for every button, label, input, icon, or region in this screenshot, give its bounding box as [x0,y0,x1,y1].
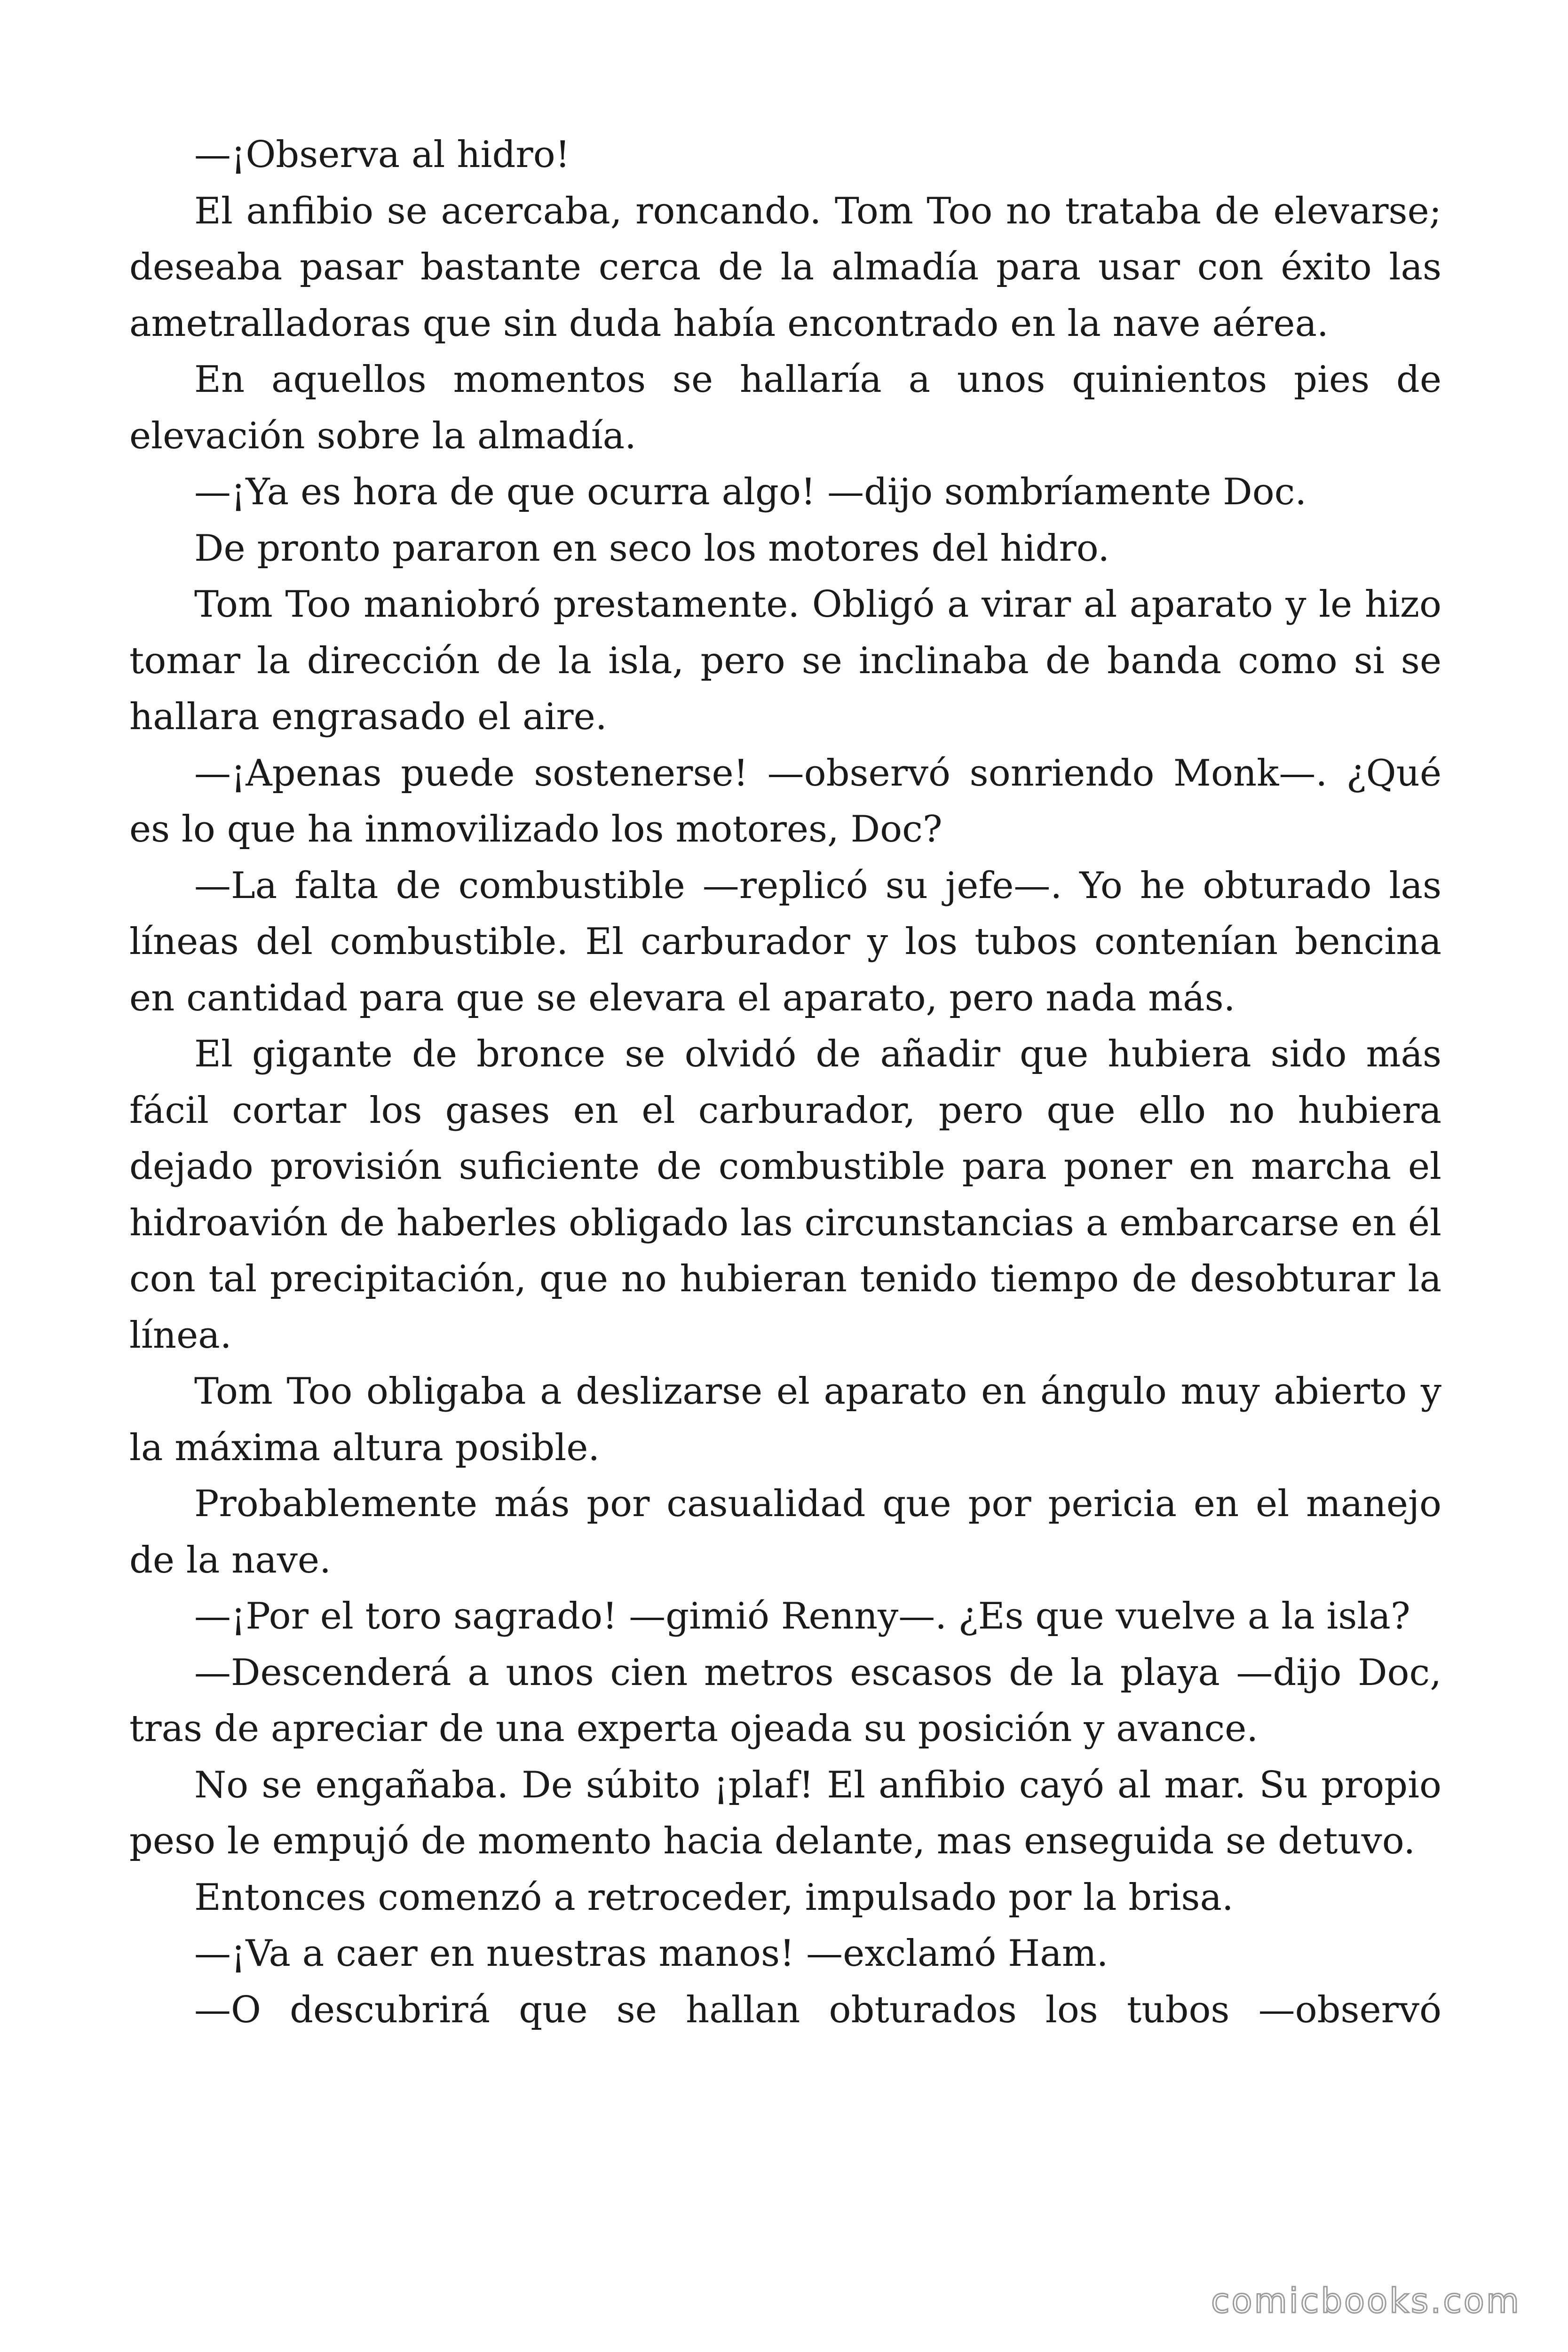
paragraph: —¡Va a caer en nuestras manos! —exclamó Ham. [194,1932,1109,1975]
paragraph: Probablemente más por casualidad que por pericia en el manejo de la nave. [129,1483,1441,1581]
paragraph: En aquellos momentos se hallaría a unos quinientos pies de elevación sobre la almadía. [129,358,1441,457]
paragraph: —¡Observa al hidro! [194,134,570,176]
paragraph: Entonces comenzó a retroceder, impulsado por la brisa. [194,1876,1234,1919]
paragraph: No se engañaba. De súbito ¡plaf! El anfibio cayó al mar. Su propio peso le empujó de momento hacia delante, mas enseguida se detuvo. [129,1764,1441,1862]
paragraph: Tom Too maniobró prestamente. Obligó a virar al aparato y le hizo tomar la dirección de la isla, pero se inclinaba de banda como si se hallara engrasado el aire. [129,583,1441,738]
watermark-text: comicbooks.com [1211,2281,1521,2320]
paragraph: —¡Apenas puede sostenerse! —observó sonriendo Monk—. ¿Qué es lo que ha inmovilizado los motores, Doc? [129,752,1441,850]
paragraph: —La falta de combustible —replicó su jefe—. Yo he obturado las líneas del combustible. El carburador y los tubos contenían bencina en cantidad para que se elevara el aparato, pero nada más. [129,864,1441,1019]
paragraph: El gigante de bronce se olvidó de añadir que hubiera sido más fácil cortar los gases en el carburador, pero que ello no hubiera dejado provisión suficiente de combustible para poner en marcha el hidroavión de haberles obligado las circunstancias a embarcarse en él con tal precipitación, que no hubieran tenido tiempo de desobturar la línea. [129,1033,1441,1357]
paragraph: —¡Ya es hora de que ocurra algo! —dijo sombríamente Doc. [194,471,1307,513]
paragraph: El anfibio se acercaba, roncando. Tom Too no trataba de elevarse; deseaba pasar bastante cerca de la almadía para usar con éxito las ametralladoras que sin duda había encontrado en la nave aérea. [129,190,1441,345]
paragraph: —Descenderá a unos cien metros escasos de la playa —dijo Doc, tras de apreciar de una experta ojeada su posición y avance. [129,1651,1441,1750]
paragraph: —¡Por el toro sagrado! —gimió Renny—. ¿Es que vuelve a la isla? [194,1595,1410,1637]
paragraph: —O descubrirá que se hallan obturados los tubos —observó [194,1988,1441,2031]
paragraph: Tom Too obligaba a deslizarse el aparato en ángulo muy abierto y la máxima altura posible. [129,1370,1441,1469]
body-text [129,127,1441,2038]
paragraph: De pronto pararon en seco los motores del hidro. [194,527,1110,570]
